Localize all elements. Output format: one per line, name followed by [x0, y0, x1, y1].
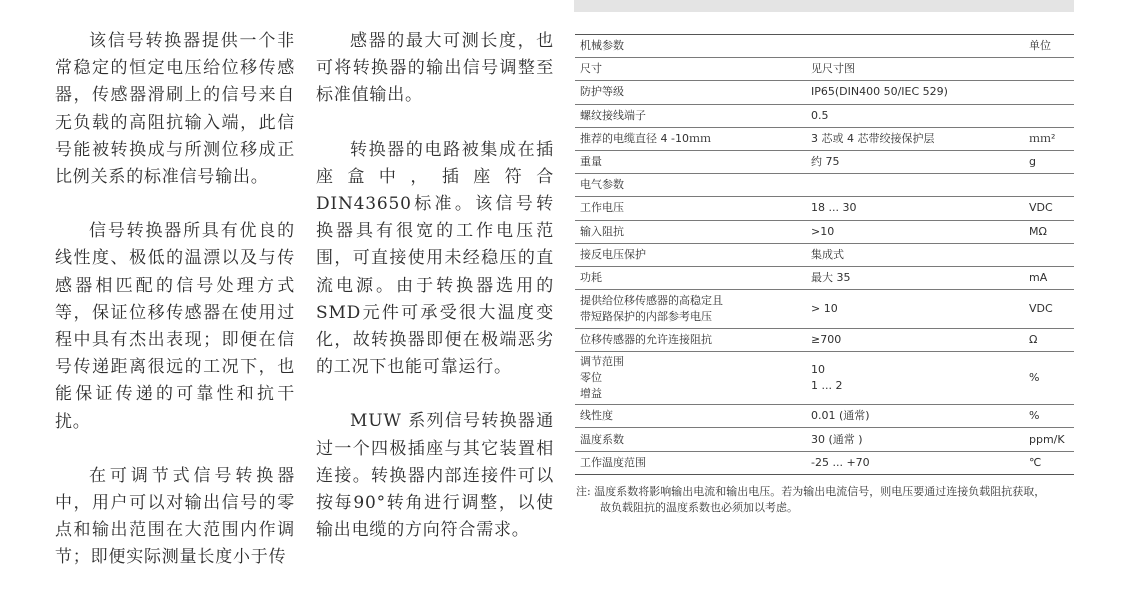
spec-param-line: 输入阻抗	[580, 224, 624, 238]
spec-row	[575, 150, 1074, 173]
spec-value	[803, 451, 1021, 474]
paragraph: 在可调节式信号转换器中，用户可以对输出信号的零点和输出范围在大范围内作调节；即便实际测量长度小于传	[55, 465, 295, 568]
spec-row	[575, 451, 1074, 474]
footnote	[576, 484, 1081, 515]
spec-param-line: 螺纹接线端子	[580, 108, 646, 122]
footnote-line-1: 注: 温度系数将影响输出电流和输出电压。若为输出电流信号，则电压要通过连接负载阻抗获取，	[576, 485, 1046, 498]
spec-row	[575, 405, 1074, 428]
spec-value	[803, 405, 1021, 428]
spec-param-line: 尺寸	[580, 62, 602, 76]
spec-param	[575, 352, 803, 405]
spec-row	[575, 58, 1074, 81]
spec-unit-line: mA	[1029, 270, 1048, 284]
spec-param	[575, 220, 803, 243]
spec-param-line: 功耗	[580, 270, 602, 284]
spec-param-line: 机械参数	[580, 39, 624, 53]
spec-value	[803, 127, 1021, 150]
spec-unit	[1021, 150, 1074, 173]
spec-param-line: 增益	[580, 387, 602, 401]
spec-unit	[1021, 58, 1074, 81]
spec-value-line: IP65(DIN400 50/IEC 529)	[811, 85, 948, 99]
spec-param	[575, 58, 803, 81]
spec-value-line: 10	[811, 363, 825, 377]
spec-unit	[1021, 243, 1074, 266]
paragraph: 该信号转换器提供一个非常稳定的恒定电压给位移传感器，传感器滑刷上的信号来自无负载的高阻抗输入端，此信号能被转换成与所测位移成正比例关系的标准信号输出。	[55, 31, 295, 188]
paragraph: MUW 系列信号转换器通过一个四极插座与其它装置相连接。转换器内部连接件可以按每90°转角进行调整，以使输出电缆的方向符合需求。	[316, 411, 554, 541]
spec-value	[803, 428, 1021, 451]
paragraph: 信号转换器所具有优良的线性度、极低的温漂以及与传感器相匹配的信号处理方式等，保证位移传感器在使用过程中具有杰出表现；即便在信号传递距离很远的工况下，也能保证传递的可靠性和抗干扰。	[55, 221, 295, 432]
spec-param-line: 零位	[580, 371, 602, 385]
spec-row	[575, 35, 1074, 58]
spec-param-line: 调节范围	[580, 355, 624, 369]
spec-value-line: >10	[811, 224, 835, 238]
spec-value-line: 集成式	[811, 247, 844, 261]
paragraph: 转换器的电路被集成在插座盒中，插座符合DIN43650标准。该信号转换器具有很宽的工作电压范围，可直接使用未经稳压的直流电源。由于转换器选用的SMD元件可承受很大温度变化，故转换器即便在极端恶劣的工况下也能可靠运行。	[316, 139, 554, 378]
spec-param	[575, 104, 803, 127]
spec-row	[575, 352, 1074, 405]
spec-value-line: 最大 35	[811, 270, 851, 284]
spec-unit	[1021, 405, 1074, 428]
spec-value-line: 0.01 (通常)	[811, 409, 870, 423]
spec-param	[575, 243, 803, 266]
spec-unit	[1021, 329, 1074, 352]
footnote-line-2: 故负载阻抗的温度系数也必须加以考虑。	[600, 500, 798, 514]
text-column-middle	[316, 28, 554, 571]
spec-param-line: 位移传感器的允许连接阻抗	[580, 333, 712, 347]
spec-param-line: 电气参数	[580, 178, 624, 192]
spec-unit-line: VDC	[1029, 302, 1053, 316]
spec-value	[803, 243, 1021, 266]
spec-unit-line: g	[1029, 155, 1036, 169]
spec-value	[803, 35, 1021, 58]
spec-row	[575, 174, 1074, 197]
spec-value	[803, 104, 1021, 127]
spec-unit	[1021, 428, 1074, 451]
spec-unit-line: 单位	[1029, 39, 1051, 53]
spec-unit-line: %	[1029, 409, 1040, 423]
spec-value	[803, 329, 1021, 352]
spec-unit	[1021, 174, 1074, 197]
spec-unit	[1021, 220, 1074, 243]
spec-unit-line: Ω	[1029, 333, 1038, 347]
spec-row	[575, 220, 1074, 243]
spec-unit	[1021, 81, 1074, 104]
spec-value	[803, 174, 1021, 197]
spec-row	[575, 197, 1074, 220]
spec-unit-line: ｍｍ²	[1029, 131, 1056, 145]
spec-unit	[1021, 35, 1074, 58]
spec-unit	[1021, 127, 1074, 150]
spec-param-line: 工作电压	[580, 201, 624, 215]
spec-unit-line: %	[1029, 371, 1040, 385]
spec-param-line: 提供给位移传感器的高稳定且	[580, 294, 723, 308]
spec-row	[575, 243, 1074, 266]
spec-param	[575, 329, 803, 352]
spec-value-line: 约 75	[811, 155, 840, 169]
spec-param-line: 带短路保护的内部参考电压	[580, 310, 712, 324]
spec-value-line: 见尺寸图	[811, 62, 855, 76]
spec-row	[575, 290, 1074, 329]
spec-unit	[1021, 266, 1074, 289]
spec-value	[803, 197, 1021, 220]
spec-param	[575, 174, 803, 197]
spec-param	[575, 405, 803, 428]
spec-param-line: 接反电压保护	[580, 247, 646, 261]
spec-param	[575, 451, 803, 474]
spec-param-line: 重量	[580, 155, 602, 169]
spec-value	[803, 220, 1021, 243]
spec-value	[803, 150, 1021, 173]
spec-param	[575, 197, 803, 220]
spec-value	[803, 266, 1021, 289]
spec-row	[575, 81, 1074, 104]
spec-row	[575, 127, 1074, 150]
spec-value	[803, 290, 1021, 329]
spec-unit	[1021, 290, 1074, 329]
spec-value-line: 1 ... 2	[811, 379, 843, 393]
spec-row	[575, 104, 1074, 127]
spec-param	[575, 428, 803, 451]
spec-unit-line: ℃	[1029, 455, 1042, 469]
spec-row	[575, 266, 1074, 289]
spec-param-line: 推荐的电缆直径 4 -10ｍｍ	[580, 131, 711, 145]
spec-param	[575, 81, 803, 104]
spec-value	[803, 81, 1021, 104]
spec-value	[803, 58, 1021, 81]
spec-value-line: -25 ... +70	[811, 455, 870, 469]
spec-row	[575, 329, 1074, 352]
spec-unit-line: ppm/K	[1029, 432, 1065, 446]
spec-value-line: 18 ... 30	[811, 201, 857, 215]
spec-param	[575, 150, 803, 173]
spec-unit-line: MΩ	[1029, 224, 1047, 238]
spec-param	[575, 35, 803, 58]
spec-row	[575, 428, 1074, 451]
spec-value-line: > 10	[811, 302, 838, 316]
spec-param	[575, 290, 803, 329]
paragraph: 感器的最大可测长度，也可将转换器的输出信号调整至标准值输出。	[316, 31, 554, 106]
text-column-left	[55, 28, 295, 599]
spec-param-line: 工作温度范围	[580, 455, 646, 469]
spec-param	[575, 127, 803, 150]
spec-param	[575, 266, 803, 289]
header-bar	[574, 0, 1074, 12]
spec-param-line: 线性度	[580, 409, 613, 423]
spec-value	[803, 352, 1021, 405]
spec-unit	[1021, 104, 1074, 127]
spec-value-line: 0.5	[811, 108, 829, 122]
spec-value-line: 3 芯或 4 芯带绞接保护层	[811, 131, 935, 145]
spec-table	[575, 34, 1074, 475]
spec-unit	[1021, 451, 1074, 474]
spec-value-line: 30 (通常 )	[811, 432, 863, 446]
spec-unit	[1021, 352, 1074, 405]
spec-unit-line: VDC	[1029, 201, 1053, 215]
spec-param-line: 防护等级	[580, 85, 624, 99]
spec-param-line: 温度系数	[580, 432, 624, 446]
spec-value-line: ≥700	[811, 333, 842, 347]
spec-unit	[1021, 197, 1074, 220]
